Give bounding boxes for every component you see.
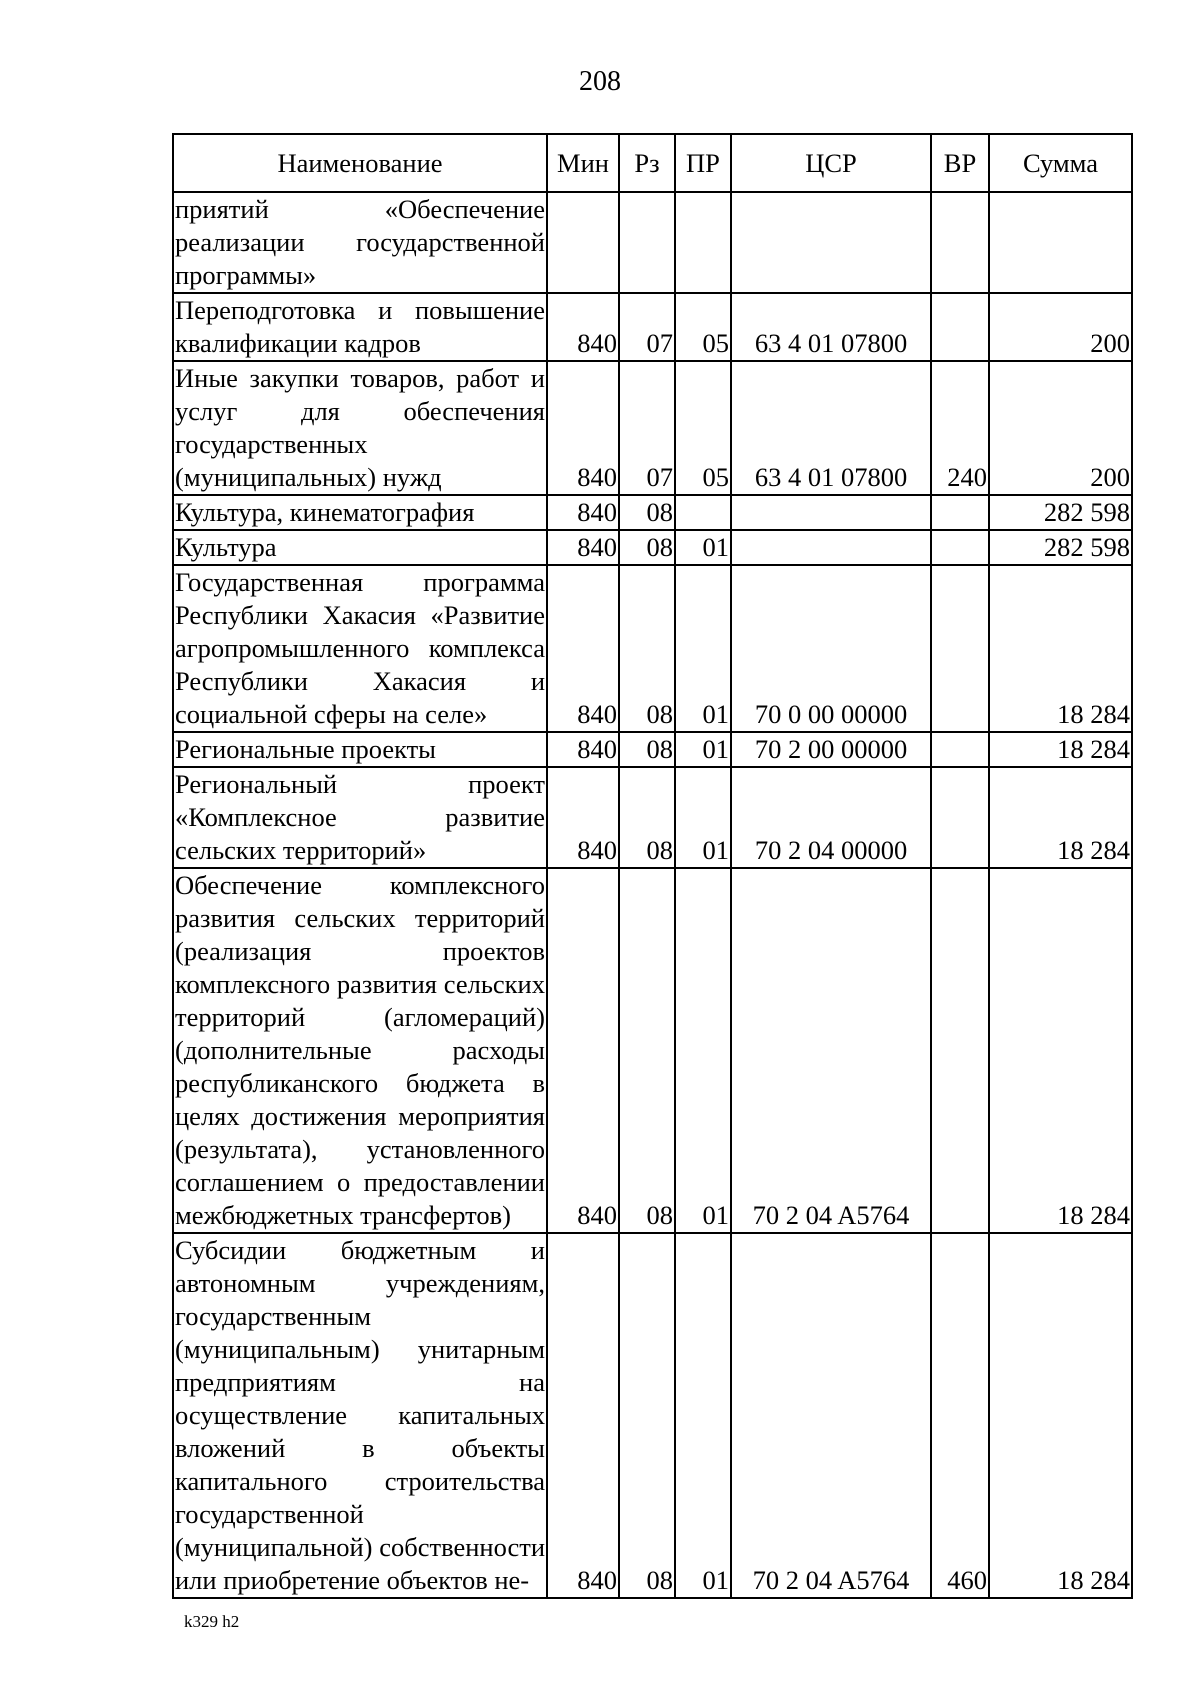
cell-csr: 70 2 04 00000: [731, 767, 931, 868]
cell-min: 840: [547, 293, 619, 361]
header-name: Наименование: [173, 134, 547, 192]
cell-csr: 63 4 01 07800: [731, 361, 931, 495]
header-vr: ВР: [931, 134, 989, 192]
cell-name: Культура, кинематография: [173, 495, 547, 530]
cell-vr: [931, 530, 989, 565]
table-row: [173, 1233, 1132, 1598]
cell-pr: [675, 495, 731, 530]
cell-pr: 01: [675, 565, 731, 732]
cell-min: 840: [547, 565, 619, 732]
cell-rz: [619, 192, 675, 293]
cell-pr: 05: [675, 293, 731, 361]
table-header-row: [173, 134, 1132, 192]
cell-csr: 70 2 04 A5764: [731, 868, 931, 1233]
cell-min: 840: [547, 530, 619, 565]
cell-vr: [931, 565, 989, 732]
cell-rz: 08: [619, 868, 675, 1233]
budget-table: [172, 133, 1133, 1599]
cell-sum: 18 284: [989, 732, 1132, 767]
cell-csr: [731, 530, 931, 565]
cell-pr: 01: [675, 767, 731, 868]
table-row: [173, 767, 1132, 868]
cell-name: Региональный проект «Комплексное развитие сельских территорий»: [173, 767, 547, 868]
cell-csr: 70 2 00 00000: [731, 732, 931, 767]
cell-name: Субсидии бюджетным и автономным учреждениям, государственным (муниципальным) унитарным предприятиям на осуществление капитальных вложений в объекты капитального строительства государственной (муниципальной) собственности или приобретение объектов не-: [173, 1233, 547, 1598]
table-row: [173, 361, 1132, 495]
page-number: 208: [579, 66, 621, 97]
cell-sum: [989, 192, 1132, 293]
cell-rz: 08: [619, 1233, 675, 1598]
cell-min: 840: [547, 495, 619, 530]
cell-sum: 18 284: [989, 767, 1132, 868]
cell-csr: 70 0 00 00000: [731, 565, 931, 732]
cell-pr: 01: [675, 732, 731, 767]
cell-rz: 08: [619, 767, 675, 868]
cell-name: приятий «Обеспечение реализации государственной программы»: [173, 192, 547, 293]
cell-sum: 18 284: [989, 868, 1132, 1233]
cell-sum: 200: [989, 361, 1132, 495]
cell-vr: [931, 293, 989, 361]
cell-min: [547, 192, 619, 293]
header-rz: Рз: [619, 134, 675, 192]
cell-csr: 70 2 04 A5764: [731, 1233, 931, 1598]
cell-sum: 18 284: [989, 1233, 1132, 1598]
cell-rz: 07: [619, 361, 675, 495]
cell-pr: 01: [675, 530, 731, 565]
cell-vr: [931, 767, 989, 868]
cell-min: 840: [547, 767, 619, 868]
cell-rz: 08: [619, 530, 675, 565]
cell-sum: 18 284: [989, 565, 1132, 732]
table-row: [173, 868, 1132, 1233]
header-csr: ЦСР: [731, 134, 931, 192]
cell-pr: 01: [675, 868, 731, 1233]
cell-sum: 200: [989, 293, 1132, 361]
cell-vr: [931, 495, 989, 530]
cell-rz: 08: [619, 495, 675, 530]
cell-csr: [731, 192, 931, 293]
table-row: [173, 530, 1132, 565]
cell-name: Переподготовка и повышение квалификации кадров: [173, 293, 547, 361]
cell-vr: 460: [931, 1233, 989, 1598]
table-row: [173, 565, 1132, 732]
cell-name: Культура: [173, 530, 547, 565]
cell-vr: [931, 192, 989, 293]
table-row: [173, 495, 1132, 530]
footer-document-code: k329 h2: [184, 1612, 240, 1631]
cell-name: Обеспечение комплексного развития сельских территорий (реализация проектов комплексного развития сельских территорий (агломераций) (дополнительные расходы республиканского бюджета в целях достижения мероприятия (результата), установленного соглашением о предоставлении межбюджетных трансфертов): [173, 868, 547, 1233]
cell-sum: 282 598: [989, 530, 1132, 565]
cell-csr: 63 4 01 07800: [731, 293, 931, 361]
cell-name: Иные закупки товаров, работ и услуг для обеспечения государственных (муниципальных) нужд: [173, 361, 547, 495]
cell-min: 840: [547, 1233, 619, 1598]
cell-min: 840: [547, 868, 619, 1233]
table-row: [173, 293, 1132, 361]
cell-rz: 07: [619, 293, 675, 361]
cell-vr: 240: [931, 361, 989, 495]
cell-vr: [931, 732, 989, 767]
cell-pr: 05: [675, 361, 731, 495]
cell-vr: [931, 868, 989, 1233]
cell-sum: 282 598: [989, 495, 1132, 530]
cell-name: Государственная программа Республики Хакасия «Развитие агропромышленного комплекса Республики Хакасия и социальной сферы на селе»: [173, 565, 547, 732]
cell-rz: 08: [619, 732, 675, 767]
cell-rz: 08: [619, 565, 675, 732]
header-pr: ПР: [675, 134, 731, 192]
header-min: Мин: [547, 134, 619, 192]
cell-min: 840: [547, 361, 619, 495]
table-row: [173, 192, 1132, 293]
cell-csr: [731, 495, 931, 530]
cell-pr: [675, 192, 731, 293]
cell-min: 840: [547, 732, 619, 767]
header-sum: Сумма: [989, 134, 1132, 192]
cell-name: Региональные проекты: [173, 732, 547, 767]
table-row: [173, 732, 1132, 767]
cell-pr: 01: [675, 1233, 731, 1598]
